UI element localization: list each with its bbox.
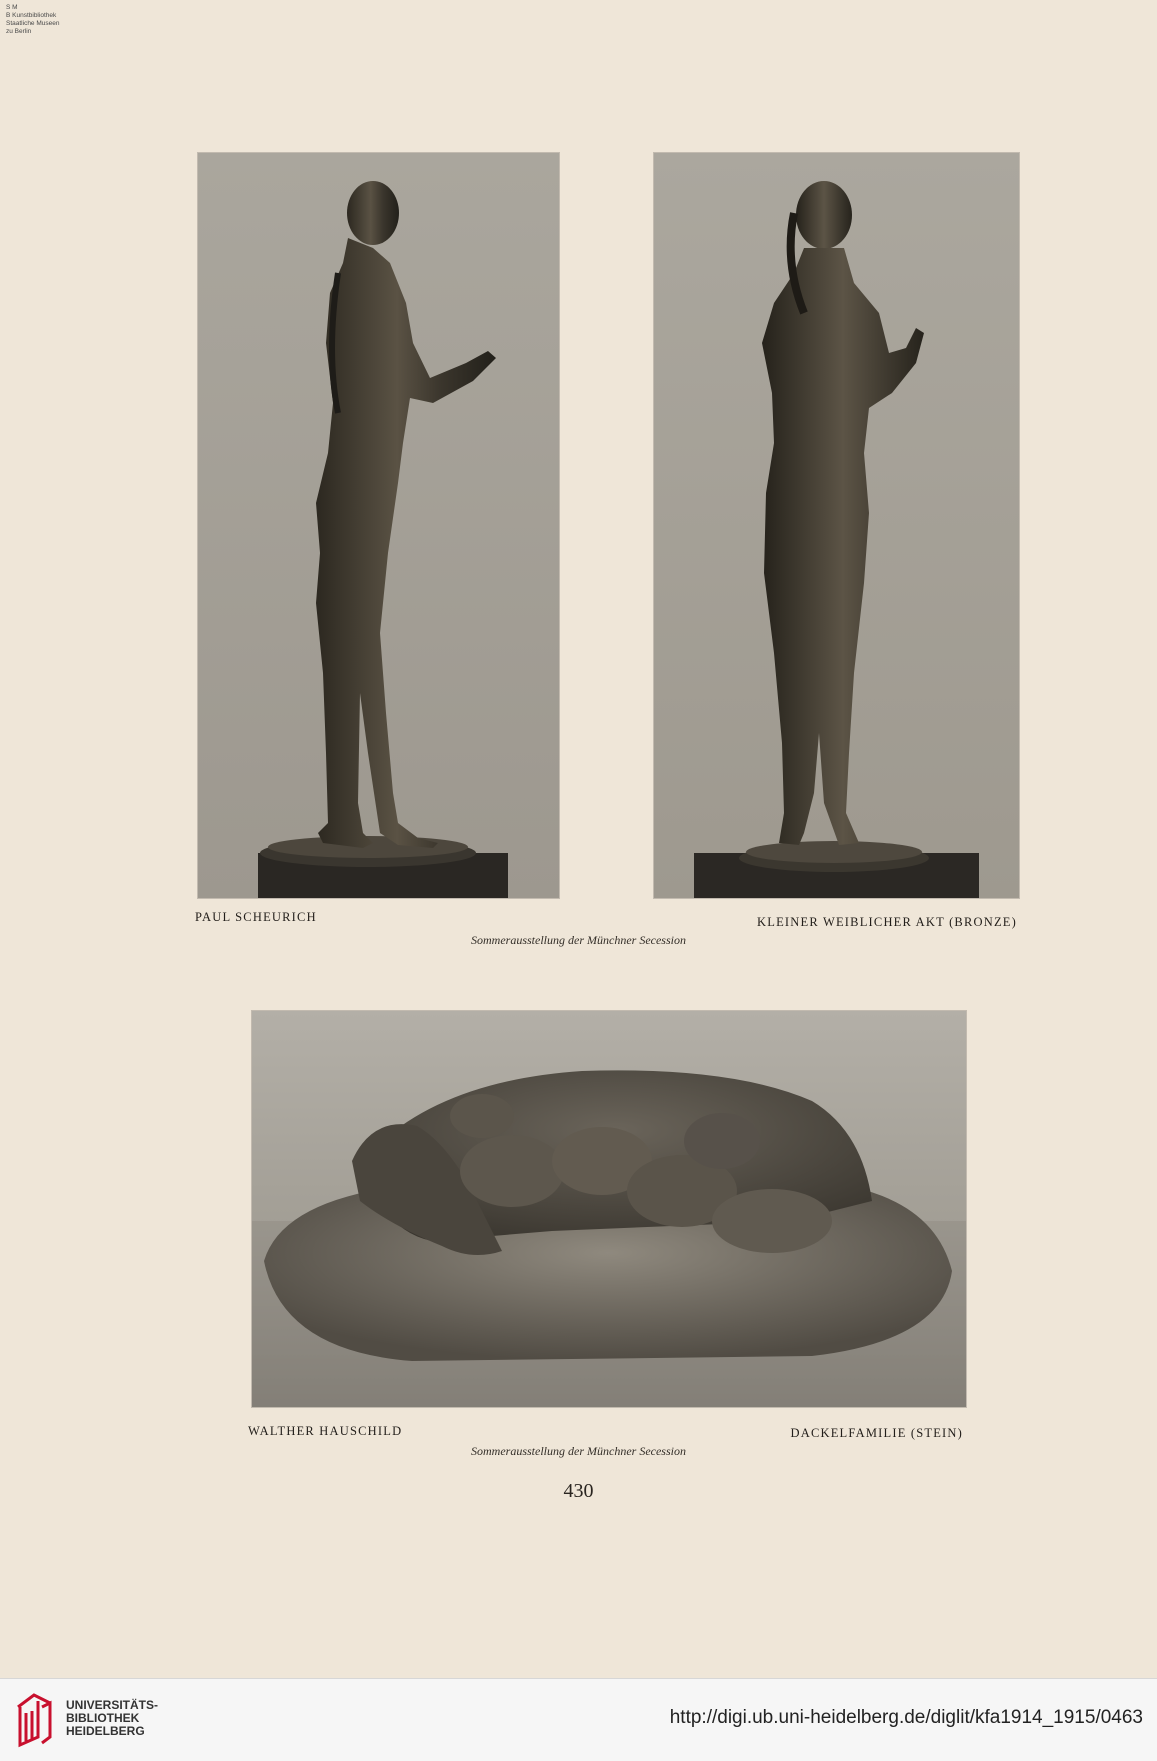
library-name-line: UNIVERSITÄTS- <box>66 1698 159 1712</box>
sculpture-photo-profile <box>198 153 559 898</box>
sculpture-photo-frontal <box>654 153 1019 898</box>
statue-profile-image <box>198 153 559 898</box>
dachshund-family-image <box>252 1011 966 1407</box>
figure-2-subtitle: Sommerausstellung der Münchner Secession <box>471 1444 686 1458</box>
digitization-footer <box>0 1678 1157 1761</box>
university-library-logo-icon[interactable] <box>14 1689 54 1751</box>
stamp-line: zu Berlin <box>6 28 32 35</box>
permalink-url[interactable]: http://digi.ub.uni-heidelberg.de/diglit/kfa1914_1915/0463 <box>669 1707 1143 1728</box>
figure-1-title: KLEINER WEIBLICHER AKT (BRONZE) <box>757 915 1017 929</box>
page-number: 430 <box>563 1480 594 1502</box>
statue-frontal-image <box>654 153 1019 898</box>
figure-2-artist: WALTHER HAUSCHILD <box>248 1424 403 1438</box>
library-name[interactable] <box>66 1699 158 1738</box>
figure-2-title: DACKELFAMILIE (STEIN) <box>790 1426 963 1440</box>
library-stamp <box>6 4 59 36</box>
stamp-line: Staatliche Museen <box>6 20 60 27</box>
library-name-line: HEIDELBERG <box>66 1724 145 1738</box>
stamp-line: S M <box>6 4 18 11</box>
figure-1-subtitle: Sommerausstellung der Münchner Secession <box>471 933 686 947</box>
sculpture-photo-dachshunds <box>252 1011 966 1407</box>
library-name-line: BIBLIOTHEK <box>66 1711 140 1725</box>
figure-1-artist: PAUL SCHEURICH <box>195 910 317 924</box>
stamp-line: B Kunstbibliothek <box>6 12 57 19</box>
